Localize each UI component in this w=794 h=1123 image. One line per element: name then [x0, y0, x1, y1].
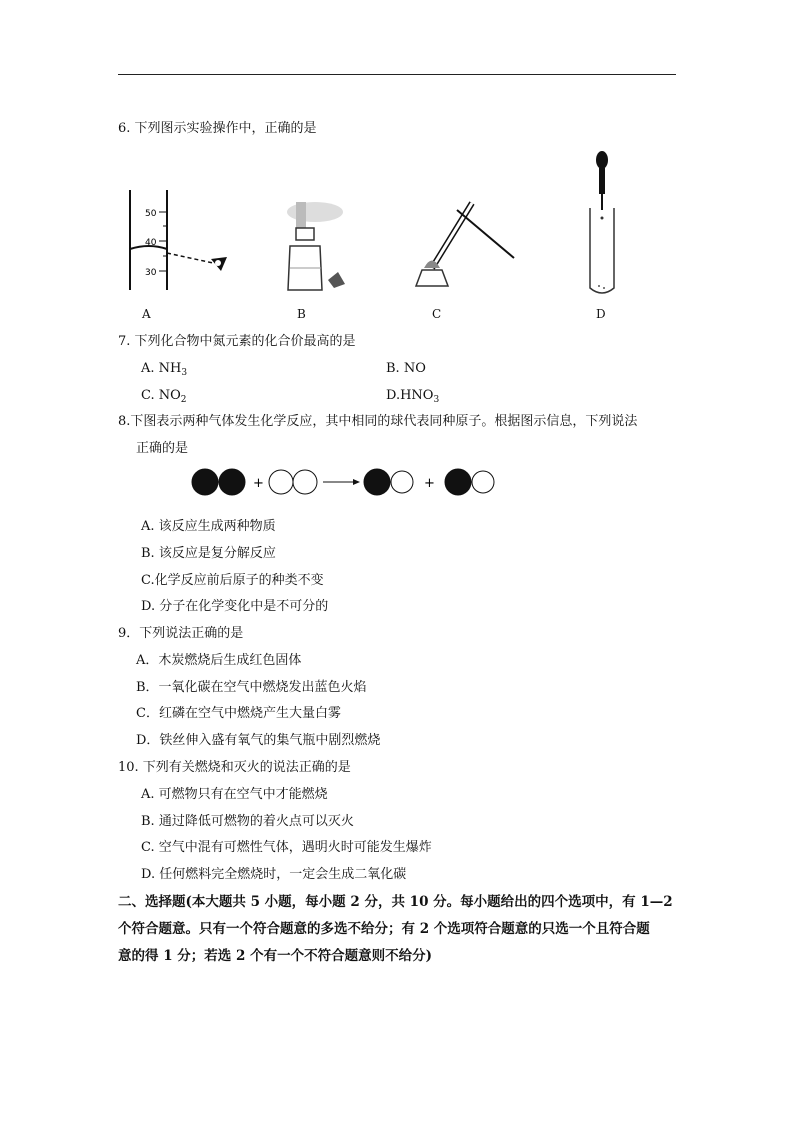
figure-label-d: D [596, 307, 606, 321]
q9-option-a: A．木炭燃烧后生成红色固体 [136, 653, 302, 668]
q6-stem: 6. 下列图示实验操作中，正确的是 [118, 121, 317, 136]
q8-option-b: B. 该反应是复分解反应 [141, 546, 276, 561]
q8-reaction-diagram [188, 463, 500, 501]
q9-stem: 9．下列说法正确的是 [118, 626, 244, 641]
q10-option-a: A. 可燃物只有在空气中才能燃烧 [141, 787, 328, 802]
figure-a-cylinder [125, 185, 235, 295]
section2-line3: 意的得 1 分；若选 2 个有一个不符合题意则不给分) [118, 948, 432, 964]
figure-label-c: C [432, 307, 442, 321]
q10-option-c: C. 空气中混有可燃性气体，遇明火时可能发生爆炸 [141, 840, 432, 855]
q8-stem-line2: 正确的是 [136, 441, 189, 456]
q8-option-a: A. 该反应生成两种物质 [141, 519, 276, 534]
tick-40: 40 [145, 238, 157, 248]
q9-option-c: C．红磷在空气中燃烧产生大量白雾 [136, 706, 341, 721]
q8-option-c: C.化学反应前后原子的种类不变 [141, 573, 324, 588]
section2-line2: 个符合题意。只有一个符合题意的多选不给分；有 2 个选项符合题意的只选一个且符合题 [118, 921, 650, 937]
q10-option-b: B. 通过降低可燃物的着火点可以灭火 [141, 814, 354, 829]
plus-sign-2: + [424, 476, 435, 491]
q8-option-d: D. 分子在化学变化中是不可分的 [141, 599, 329, 614]
figure-d-dropper [582, 148, 622, 298]
figure-b-bottle [270, 190, 360, 295]
section2-line1: 二、选择题(本大题共 5 小题，每小题 2 分，共 10 分。每小题给出的四个选项中，有 1—2 [118, 894, 673, 910]
header-rule [118, 74, 676, 75]
q10-stem: 10. 下列有关燃烧和灭火的说法正确的是 [118, 760, 351, 775]
figure-label-a: A [142, 307, 151, 321]
q7-option-b: B. NO [386, 361, 426, 376]
plus-sign-1: + [253, 476, 264, 491]
q8-stem-line1: 8.下图表示两种气体发生化学反应，其中相同的球代表同种原子。根据图示信息，下列说法 [118, 414, 638, 429]
q7-option-a: A. $NH_3$ [141, 361, 188, 378]
q7-option-d: $D.HNO_3$ [386, 388, 440, 405]
figure-c-heating [412, 188, 522, 293]
q7-option-c: C. $NO_2$ [141, 388, 187, 405]
q9-option-b: B．一氧化碳在空气中燃烧发出蓝色火焰 [136, 680, 367, 695]
q7-stem: 7. 下列化合物中氮元素的化合价最高的是 [118, 334, 356, 349]
q9-option-d: D．铁丝伸入盛有氧气的集气瓶中剧烈燃烧 [136, 733, 381, 748]
tick-30: 30 [145, 268, 157, 278]
q10-option-d: D. 任何燃料完全燃烧时，一定会生成二氧化碳 [141, 867, 407, 882]
figure-label-b: B [297, 307, 306, 321]
tick-50: 50 [145, 209, 157, 219]
